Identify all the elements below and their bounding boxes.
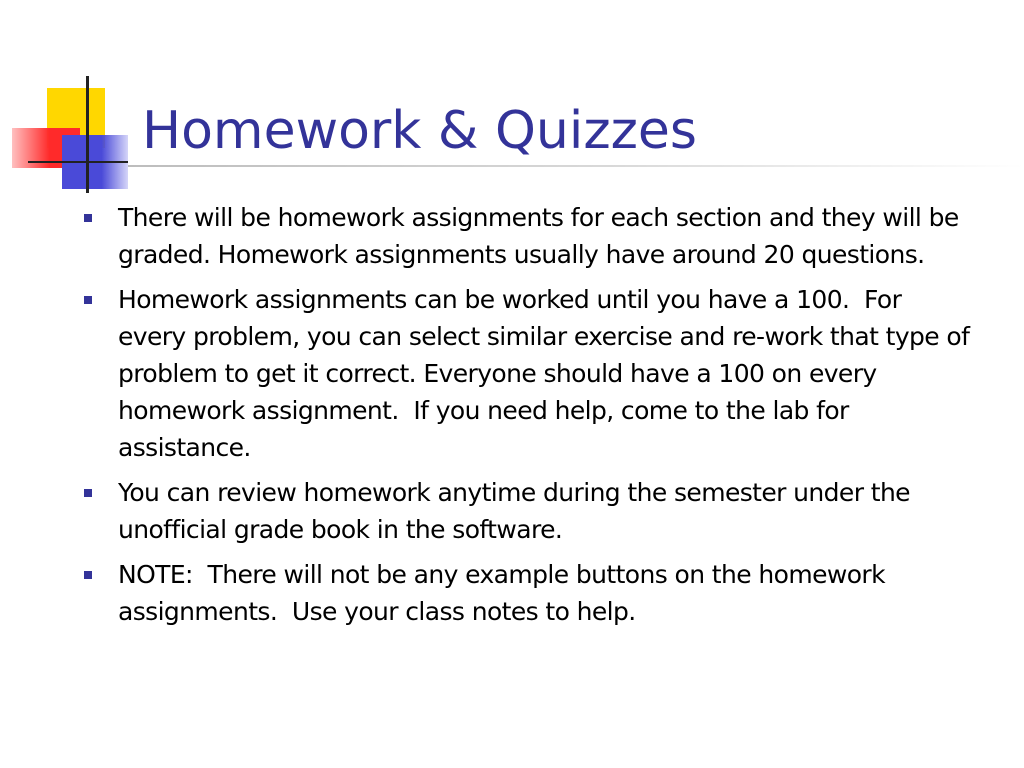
bullet-text: There will be homework assignments for each section and they will be graded. Homework assignments usually have around 20 questions. xyxy=(118,203,967,269)
square-bullet-icon xyxy=(84,571,92,579)
bullet-text: NOTE: There will not be any example buttons on the homework assignments. Use your class notes to help. xyxy=(118,560,893,626)
slide-title: Homework & Quizzes xyxy=(142,101,698,161)
square-bullet-icon xyxy=(84,296,92,304)
title-underline xyxy=(128,165,1024,167)
square-bullet-icon xyxy=(84,214,92,222)
bullet-item xyxy=(80,474,975,548)
bullet-item xyxy=(80,556,975,630)
bullet-list xyxy=(80,199,975,638)
square-bullet-icon xyxy=(84,489,92,497)
bullet-item xyxy=(80,281,975,466)
bullet-item xyxy=(80,199,975,273)
bullet-text: Homework assignments can be worked until you have a 100. For every problem, you can select similar exercise and re-work that type of problem to get it correct. Everyone should have a 100 on every homework assignment. If you need help, come to the lab for assistance. xyxy=(118,285,977,462)
deco-horizontal-line xyxy=(28,161,128,163)
deco-vertical-line xyxy=(86,76,89,193)
bullet-text: You can review homework anytime during the semester under the unofficial grade book in the software. xyxy=(118,478,918,544)
